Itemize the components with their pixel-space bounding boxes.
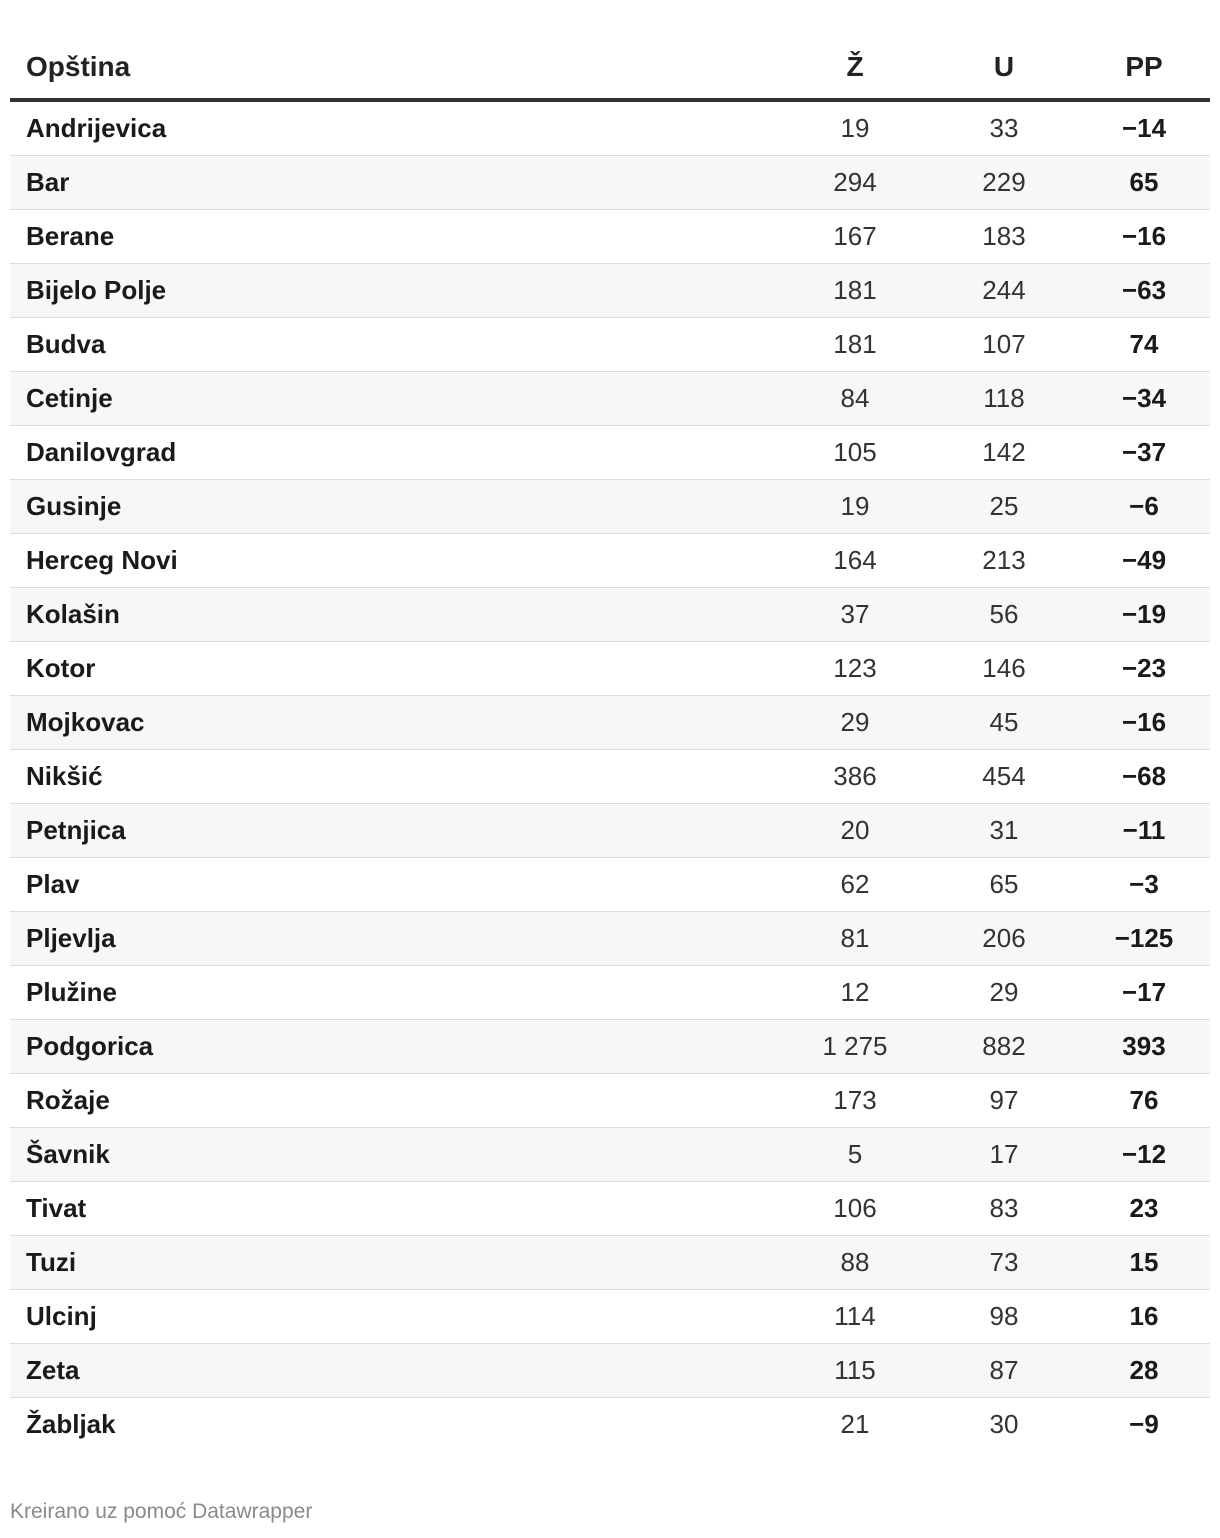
cell-z: 164 [780,534,930,588]
cell-u: 142 [930,426,1078,480]
cell-pp: −23 [1078,642,1210,696]
cell-u: 98 [930,1290,1078,1344]
cell-u: 146 [930,642,1078,696]
table-row [10,642,1210,696]
table-row [10,696,1210,750]
table-row [10,1182,1210,1236]
cell-u: 206 [930,912,1078,966]
cell-opstina: Podgorica [10,1020,780,1074]
cell-z: 20 [780,804,930,858]
cell-u: 56 [930,588,1078,642]
table-row [10,1290,1210,1344]
cell-opstina: Berane [10,210,780,264]
cell-opstina: Gusinje [10,480,780,534]
cell-pp: −14 [1078,100,1210,156]
cell-opstina: Cetinje [10,372,780,426]
column-header-pp[interactable]: PP [1078,36,1210,100]
table-row [10,534,1210,588]
cell-pp: −37 [1078,426,1210,480]
table-row [10,912,1210,966]
header-row [10,36,1210,100]
cell-z: 62 [780,858,930,912]
column-header-opstina[interactable]: Opština [10,36,780,100]
data-table [10,36,1210,1451]
datawrapper-credit[interactable]: Kreirano uz pomoć Datawrapper [10,1500,313,1523]
table-body [10,100,1210,1451]
cell-z: 1 275 [780,1020,930,1074]
cell-opstina: Plužine [10,966,780,1020]
cell-opstina: Ulcinj [10,1290,780,1344]
table-row [10,750,1210,804]
table-row [10,156,1210,210]
cell-u: 65 [930,858,1078,912]
cell-z: 167 [780,210,930,264]
cell-pp: 74 [1078,318,1210,372]
cell-opstina: Budva [10,318,780,372]
cell-pp: −3 [1078,858,1210,912]
cell-opstina: Plav [10,858,780,912]
cell-z: 105 [780,426,930,480]
table-row [10,858,1210,912]
cell-pp: −68 [1078,750,1210,804]
cell-u: 454 [930,750,1078,804]
cell-z: 19 [780,100,930,156]
cell-pp: 15 [1078,1236,1210,1290]
cell-opstina: Kolašin [10,588,780,642]
cell-z: 106 [780,1182,930,1236]
cell-z: 114 [780,1290,930,1344]
cell-pp: −6 [1078,480,1210,534]
cell-pp: −63 [1078,264,1210,318]
cell-pp: −34 [1078,372,1210,426]
cell-z: 181 [780,264,930,318]
table-row [10,372,1210,426]
table-row [10,1020,1210,1074]
cell-pp: −9 [1129,1409,1159,1439]
cell-u: 17 [930,1128,1078,1182]
cell-pp: −49 [1078,534,1210,588]
cell-pp: 65 [1078,156,1210,210]
cell-z: 37 [780,588,930,642]
table-row [10,1236,1210,1290]
cell-u: 73 [930,1236,1078,1290]
table-row [10,1074,1210,1128]
cell-opstina: Kotor [10,642,780,696]
cell-u: 45 [930,696,1078,750]
table-row [10,264,1210,318]
table-row [10,804,1210,858]
cell-z: 29 [780,696,930,750]
cell-opstina: Danilovgrad [10,426,780,480]
cell-pp: −16 [1078,696,1210,750]
cell-opstina: Herceg Novi [10,534,780,588]
cell-u: 25 [930,480,1078,534]
cell-opstina: Mojkovac [10,696,780,750]
cell-u: 118 [930,372,1078,426]
cell-z: 123 [780,642,930,696]
cell-z: 19 [780,480,930,534]
table-header [10,36,1210,100]
cell-z: 12 [780,966,930,1020]
table-row [10,100,1210,156]
table-row [10,1128,1210,1182]
data-table-container [10,36,1210,1451]
cell-u: 213 [930,534,1078,588]
cell-pp: 28 [1078,1344,1210,1398]
cell-z: 386 [780,750,930,804]
cell-u: 29 [930,966,1078,1020]
cell-z: 173 [780,1074,930,1128]
cell-pp: 16 [1078,1290,1210,1344]
cell-opstina: Pljevlja [10,912,780,966]
cell-u: 882 [930,1020,1078,1074]
cell-z: 181 [780,318,930,372]
cell-pp: 393 [1078,1020,1210,1074]
cell-pp: −17 [1078,966,1210,1020]
cell-opstina: Andrijevica [10,100,780,156]
cell-opstina: Nikšić [10,750,780,804]
table-row [10,426,1210,480]
cell-u: 97 [930,1074,1078,1128]
cell-pp: −19 [1078,588,1210,642]
cell-opstina: Petnjica [10,804,780,858]
cell-pp: −125 [1078,912,1210,966]
column-header-z[interactable]: Ž [780,36,930,100]
table-row [10,1344,1210,1398]
cell-opstina: Tuzi [10,1236,780,1290]
cell-z: 5 [780,1128,930,1182]
cell-opstina: Zeta [10,1344,780,1398]
cell-u: 31 [930,804,1078,858]
cell-opstina: Bijelo Polje [10,264,780,318]
cell-z: 294 [780,156,930,210]
cell-z: 88 [780,1236,930,1290]
cell-u: 229 [930,156,1078,210]
cell-u: 107 [930,318,1078,372]
table-row [10,480,1210,534]
cell-u: 83 [930,1182,1078,1236]
table-row [10,1398,1210,1452]
cell-pp: 23 [1078,1182,1210,1236]
cell-pp: −11 [1078,804,1210,858]
column-header-u[interactable]: U [930,36,1078,100]
cell-opstina: Rožaje [10,1074,780,1128]
cell-z: 21 [840,1409,870,1439]
cell-pp: 76 [1078,1074,1210,1128]
cell-u: 87 [930,1344,1078,1398]
cell-opstina: Žabljak [26,1409,116,1439]
cell-z: 81 [780,912,930,966]
table-row [10,966,1210,1020]
table-row [10,588,1210,642]
cell-u: 33 [930,100,1078,156]
cell-u: 30 [989,1409,1019,1439]
cell-opstina: Tivat [10,1182,780,1236]
cell-opstina: Šavnik [10,1128,780,1182]
table-row [10,210,1210,264]
cell-z: 115 [780,1344,930,1398]
cell-opstina: Bar [10,156,780,210]
cell-u: 183 [930,210,1078,264]
cell-u: 244 [930,264,1078,318]
cell-z: 84 [780,372,930,426]
table-row [10,318,1210,372]
cell-pp: −12 [1078,1128,1210,1182]
cell-pp: −16 [1078,210,1210,264]
